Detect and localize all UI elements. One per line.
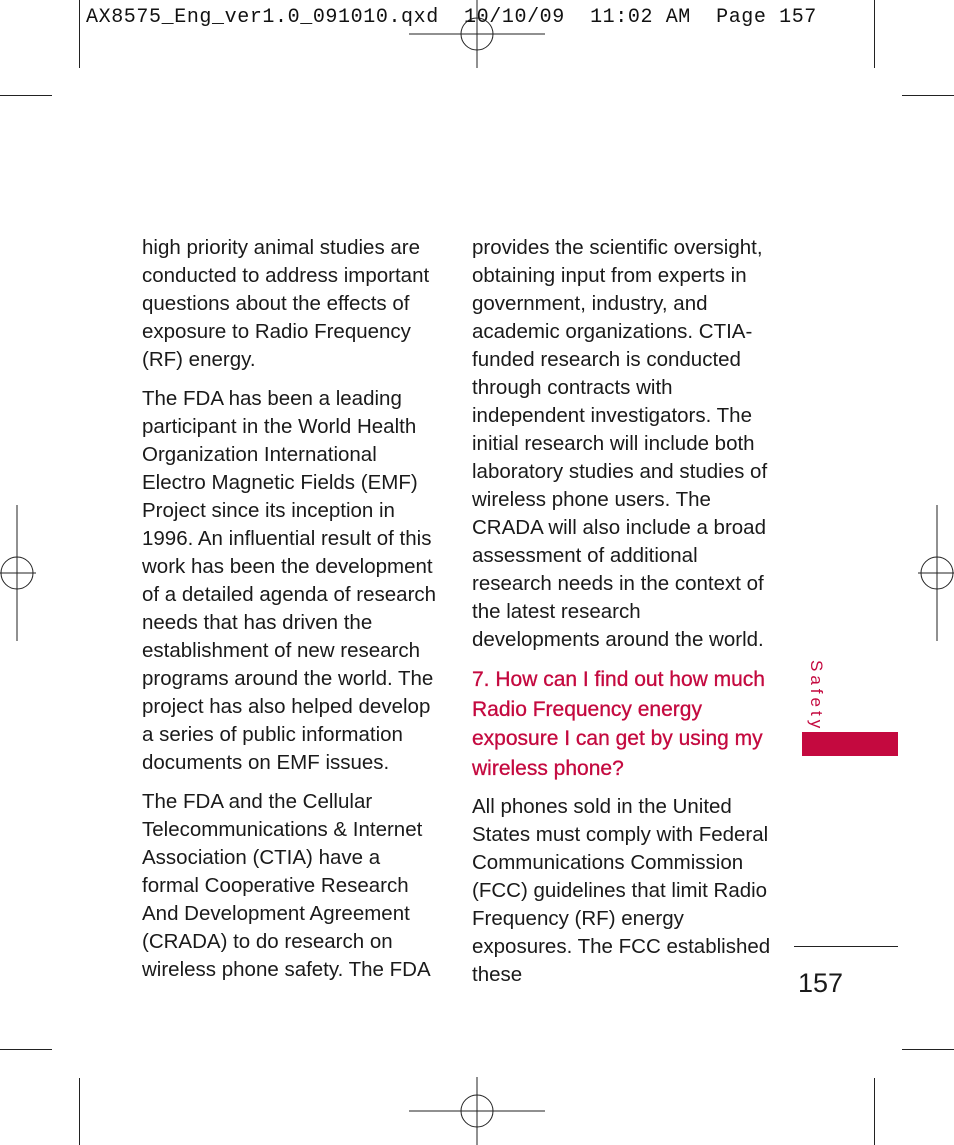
paragraph-animal-studies: high priority animal studies are conducted to address important questions about the effects of exposure to Radio Frequency (RF) energy. [142, 236, 430, 371]
left-text-column [142, 234, 442, 995]
registration-mark-top-icon [409, 0, 545, 68]
registration-mark-left-icon [0, 505, 36, 641]
print-slug-header: AX8575_Eng_ver1.0_091010.qxd 10/10/09 11:02 AM Page 157 [86, 6, 817, 29]
page-number-rule [794, 946, 898, 947]
crop-mark-bottom-left-h [0, 1049, 52, 1050]
crop-mark-bottom-left-v [79, 1078, 80, 1145]
paragraph-fcc-guidelines: All phones sold in the United States must comply with Federal Communications Commission (FCC) guidelines that limit Radio Frequency (RF) energy exposures. The FCC established these [472, 795, 771, 986]
section-tab-label: Safety [807, 660, 826, 733]
crop-mark-top-right-h [902, 95, 954, 96]
crop-mark-top-left-v [79, 0, 80, 68]
question-heading: 7. How can I find out how much Radio Frequency energy exposure I can get by using my wireless phone? [472, 668, 765, 780]
crop-mark-bottom-right-v [874, 1078, 875, 1145]
right-text-column [472, 234, 772, 1000]
paragraph-scientific-oversight: provides the scientific oversight, obtaining input from experts in government, industry, and academic organizations. CTIA-funded research is conducted through contracts with independent investigators. The initial research will include both laboratory studies and studies of wireless phone users. The CRADA will also include a broad assessment of additional research needs in the context of the latest research developments around the world. [472, 236, 768, 651]
registration-mark-bottom-icon [409, 1077, 545, 1145]
section-tab-bar [802, 732, 898, 756]
paragraph-who-emf-project: The FDA has been a leading participant in the World Health Organization International Electro Magnetic Fields (EMF) Project since its inception in 1996. An influential result of this work has been the development of a detailed agenda of research needs that has driven the establishment of new research programs around the world. The project has also helped develop a series of public information documents on EMF issues. [142, 387, 437, 774]
paragraph-fda-ctia-crada: The FDA and the Cellular Telecommunications & Internet Association (CTIA) have a formal Cooperative Research And Development Agreement (CRADA) to do research on wireless phone safety. The FDA [142, 790, 431, 981]
crop-mark-bottom-right-h [902, 1049, 954, 1050]
crop-mark-top-left-h [0, 95, 52, 96]
registration-mark-right-icon [918, 505, 954, 641]
page-number: 157 [798, 968, 844, 998]
crop-mark-top-right-v [874, 0, 875, 68]
